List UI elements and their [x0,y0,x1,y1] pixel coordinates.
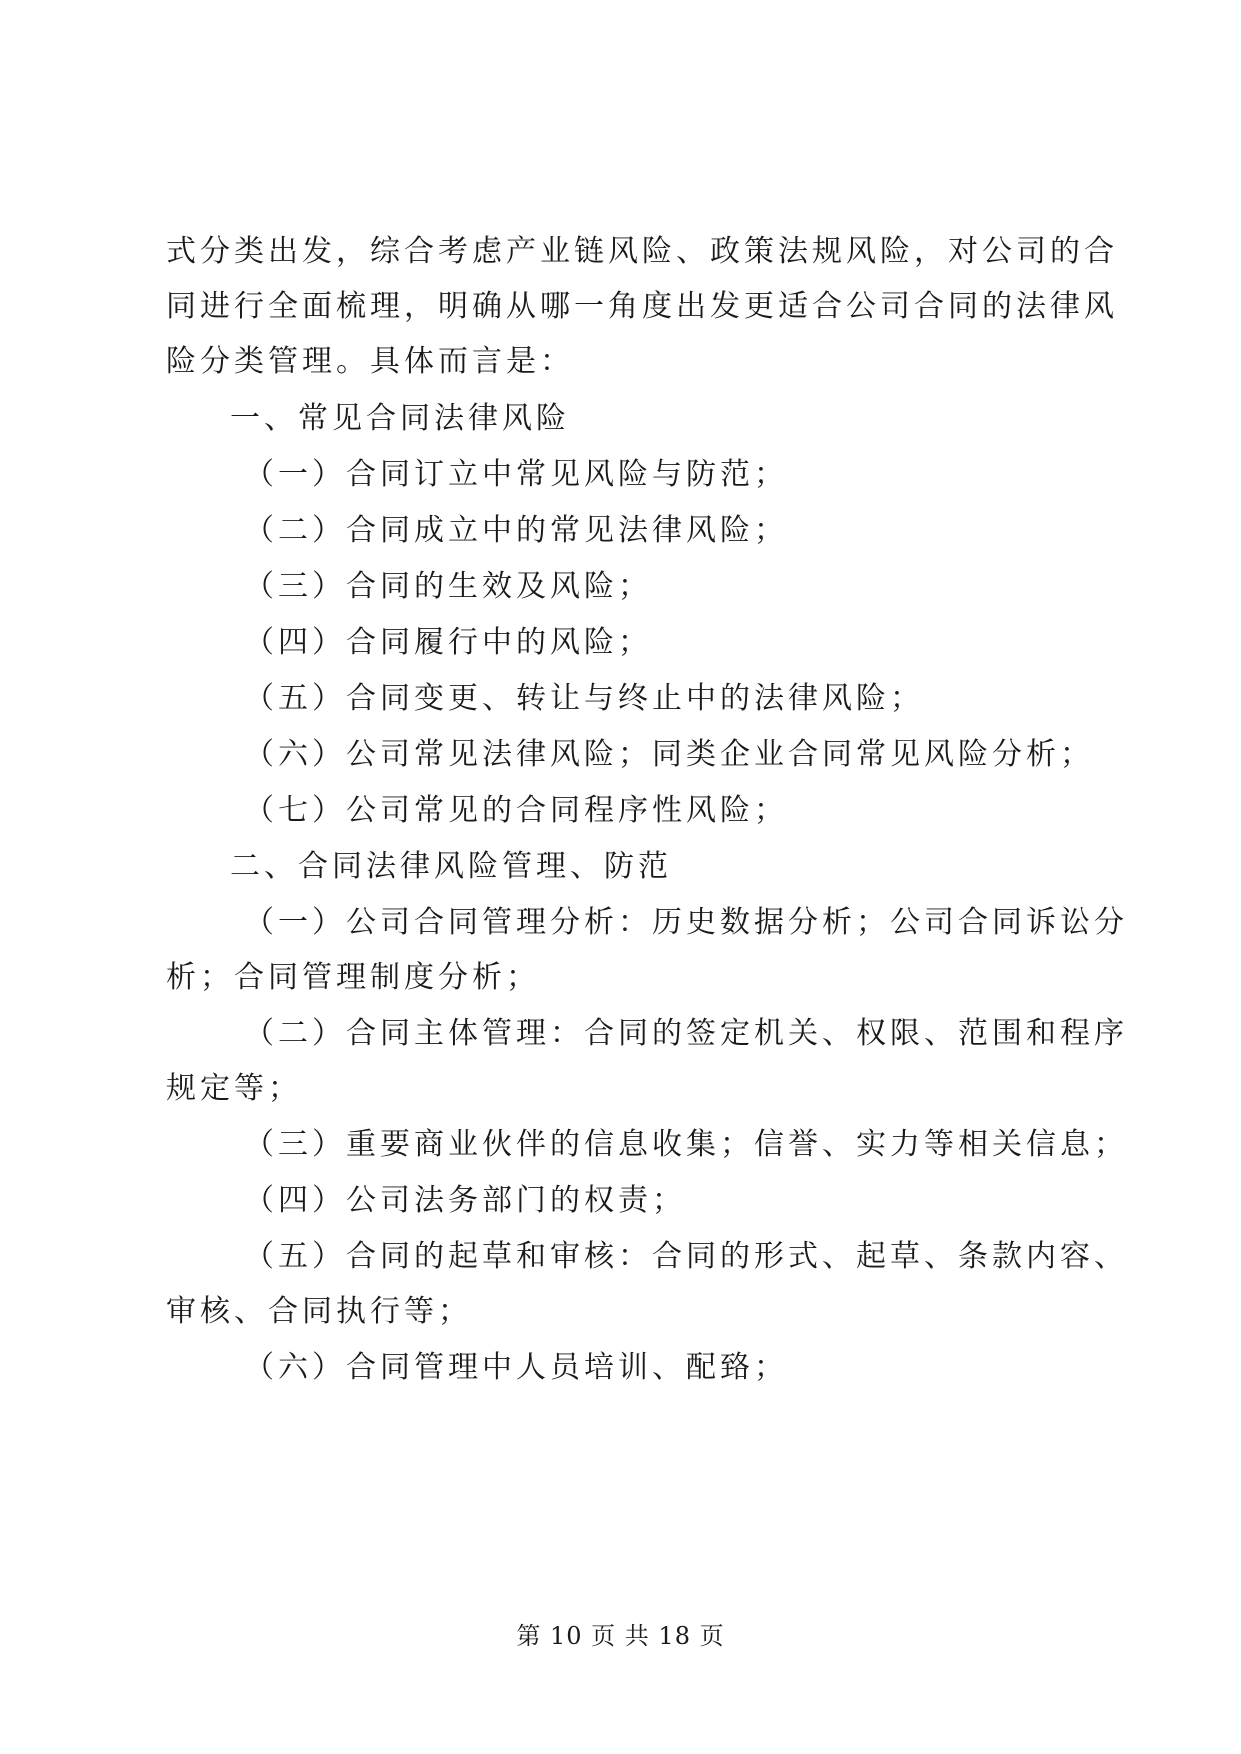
list-item-continuation: 审核、合同执行等； [166,1294,472,1329]
list-item-continuation: 析；合同管理制度分析； [166,960,540,995]
list-item: （四）合同履行中的风险； [244,625,652,660]
list-item: （二）合同成立中的常见法律风险； [244,513,788,548]
paragraph-line: 险分类管理。具体而言是： [166,344,574,379]
section-heading: 二、合同法律风险管理、防范 [230,849,672,884]
paragraph-line: 式分类出发，综合考虑产业链风险、政策法规风险，对公司的合 [166,234,1118,269]
list-item: （三）重要商业伙伴的信息收集；信誉、实力等相关信息； [244,1127,1128,1162]
list-item: （六）公司常见法律风险；同类企业合同常见风险分析； [244,737,1094,772]
list-item: （二）合同主体管理：合同的签定机关、权限、范围和程序 [244,1016,1128,1051]
list-item: （七）公司常见的合同程序性风险； [244,793,788,828]
list-item: （三）合同的生效及风险； [244,569,652,604]
list-item: （六）合同管理中人员培训、配臵； [244,1350,788,1385]
paragraph-line: 同进行全面梳理，明确从哪一角度出发更适合公司合同的法律风 [166,289,1118,324]
list-item: （五）合同变更、转让与终止中的法律风险； [244,681,924,716]
list-item: （一）公司合同管理分析：历史数据分析；公司合同诉讼分 [244,905,1128,940]
section-heading: 一、常见合同法律风险 [230,401,570,436]
list-item: （五）合同的起草和审核：合同的形式、起草、条款内容、 [244,1239,1128,1274]
list-item: （四）公司法务部门的权责； [244,1183,686,1218]
page-number-footer: 第 10 页 共 18 页 [516,1622,725,1650]
list-item: （一）合同订立中常见风险与防范； [244,457,788,492]
list-item-continuation: 规定等； [166,1071,302,1106]
